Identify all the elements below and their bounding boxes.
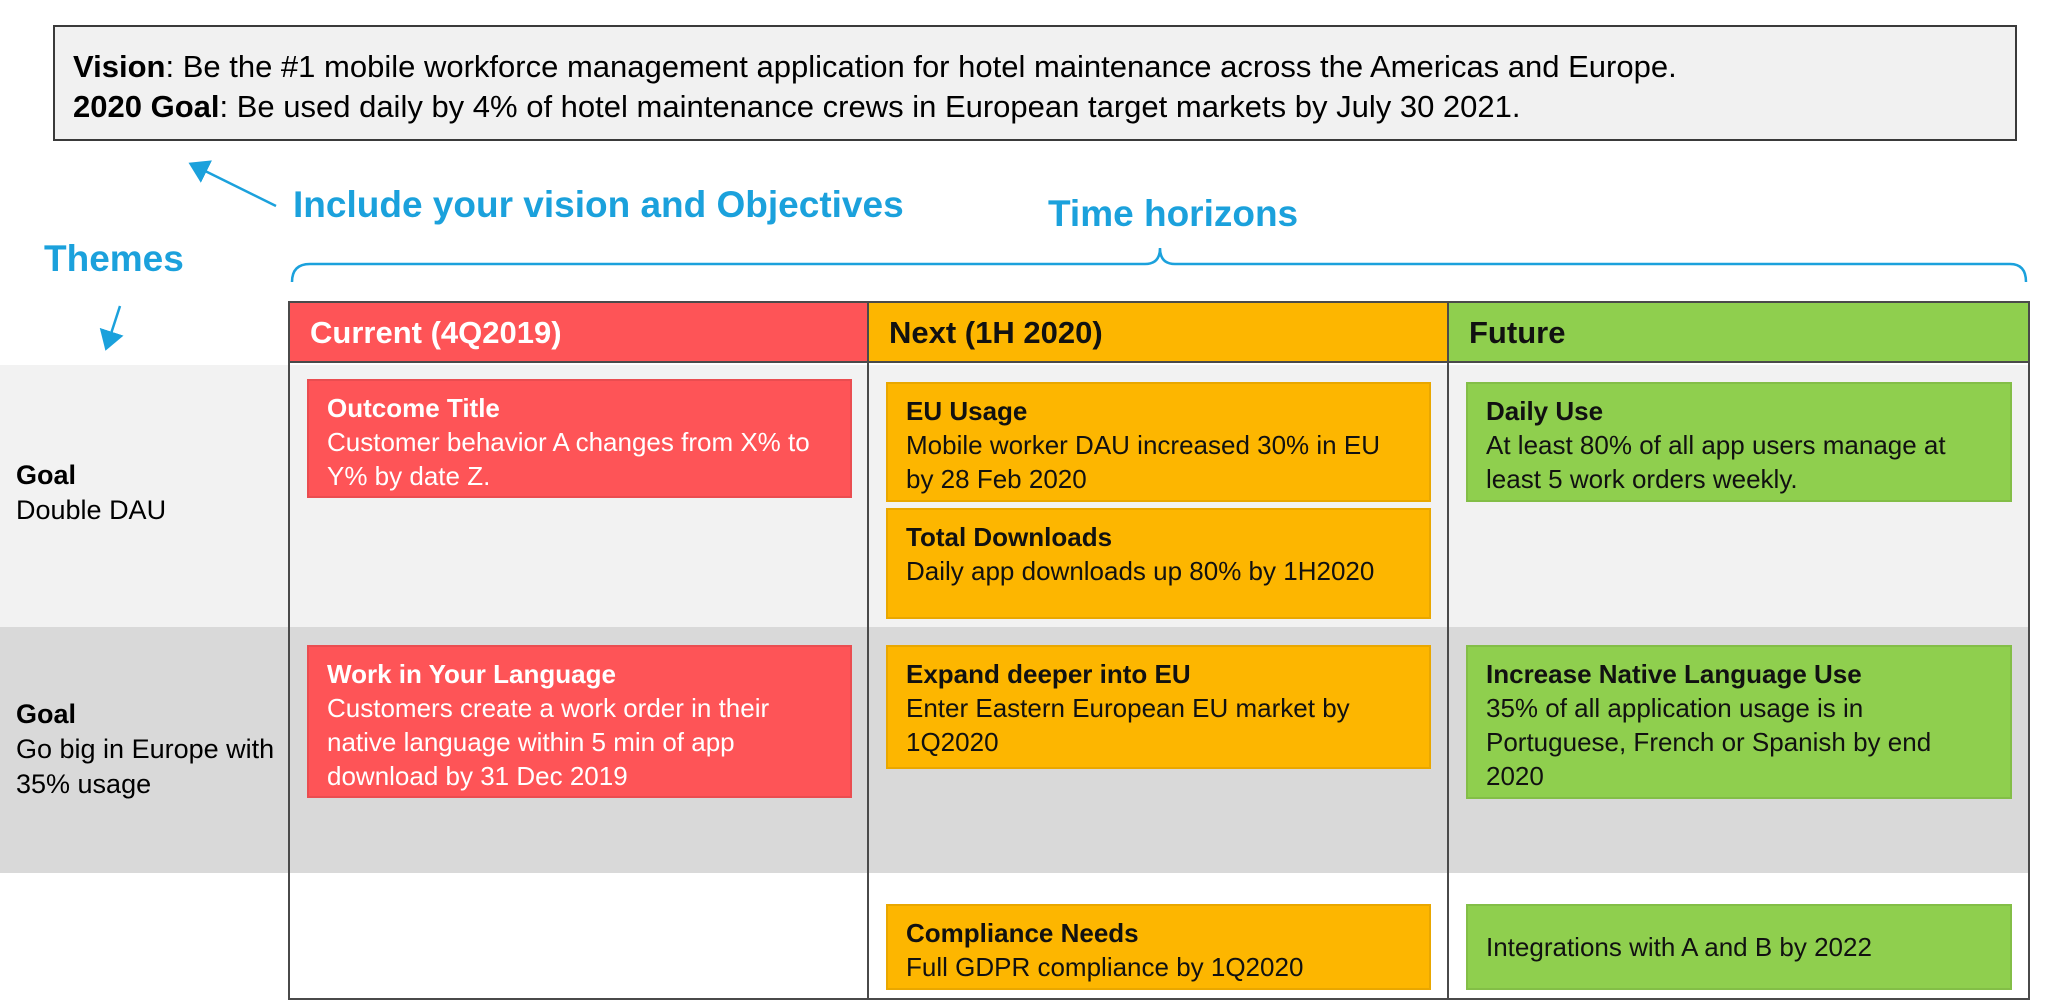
themes-arrow — [107, 306, 120, 346]
card-body: At least 80% of all app users manage at least 5 work orders weekly. — [1486, 430, 1946, 494]
theme-2-desc: Go big in Europe with 35% usage — [16, 734, 275, 799]
card-expand-deeper-eu — [886, 645, 1431, 769]
vision-arrow — [193, 165, 276, 206]
card-total-downloads — [886, 508, 1431, 619]
card-title: Total Downloads — [906, 522, 1113, 552]
card-daily-use — [1466, 382, 2012, 502]
column-header-next: Next (1H 2020) — [869, 303, 1447, 363]
card-title: Daily Use — [1486, 396, 1604, 426]
card-title: Outcome Title — [327, 393, 500, 423]
themes-annotation: Themes — [44, 238, 184, 279]
card-eu-usage — [886, 382, 1431, 502]
card-increase-native-language — [1466, 645, 2012, 799]
time-horizons-annotation: Time horizons — [1048, 193, 1299, 234]
theme-1-desc: Double DAU — [16, 495, 167, 525]
vision-label: Vision — [73, 49, 166, 84]
card-body: Daily app downloads up 80% by 1H2020 — [906, 556, 1375, 586]
card-body: Customers create a work order in their native language within 5 min of app download by 31 Dec 2019 — [327, 693, 770, 791]
goal-label: 2020 Goal — [73, 89, 220, 124]
card-body: Integrations with A and B by 2022 — [1486, 932, 1872, 962]
card-body: Customer behavior A changes from X% to Y% by date Z. — [327, 427, 810, 491]
theme-1-title: Goal — [16, 460, 77, 490]
card-work-in-your-language — [307, 645, 852, 798]
column-divider-2 — [1447, 301, 1449, 1000]
card-body: Enter Eastern European EU market by 1Q2020 — [906, 693, 1350, 757]
card-compliance-needs — [886, 904, 1431, 990]
card-title: Expand deeper into EU — [906, 659, 1191, 689]
column-header-future: Future — [1449, 303, 2028, 363]
theme-label-1 — [16, 458, 276, 528]
card-title: Work in Your Language — [327, 659, 616, 689]
theme-2-title: Goal — [16, 699, 77, 729]
card-title: Increase Native Language Use — [1486, 659, 1862, 689]
card-title: EU Usage — [906, 396, 1028, 426]
card-body: Full GDPR compliance by 1Q2020 — [906, 952, 1304, 982]
card-outcome-title — [307, 379, 852, 498]
time-horizons-bracket — [292, 248, 2026, 282]
card-integrations — [1466, 904, 2012, 990]
column-divider-1 — [867, 301, 869, 1000]
card-body: 35% of all application usage is in Portuguese, French or Spanish by end 2020 — [1486, 693, 1932, 791]
card-title: Compliance Needs — [906, 918, 1139, 948]
column-header-current: Current (4Q2019) — [290, 303, 867, 363]
theme-label-2 — [16, 697, 276, 802]
vision-text: : Be the #1 mobile workforce management application for hotel maintenance across the Americas and Europe. — [165, 49, 1677, 84]
card-body: Mobile worker DAU increased 30% in EU by 28 Feb 2020 — [906, 430, 1380, 494]
vision-objectives-annotation: Include your vision and Objectives — [293, 184, 904, 225]
goal-text: : Be used daily by 4% of hotel maintenance crews in European target markets by July 30 2021. — [219, 89, 1521, 124]
